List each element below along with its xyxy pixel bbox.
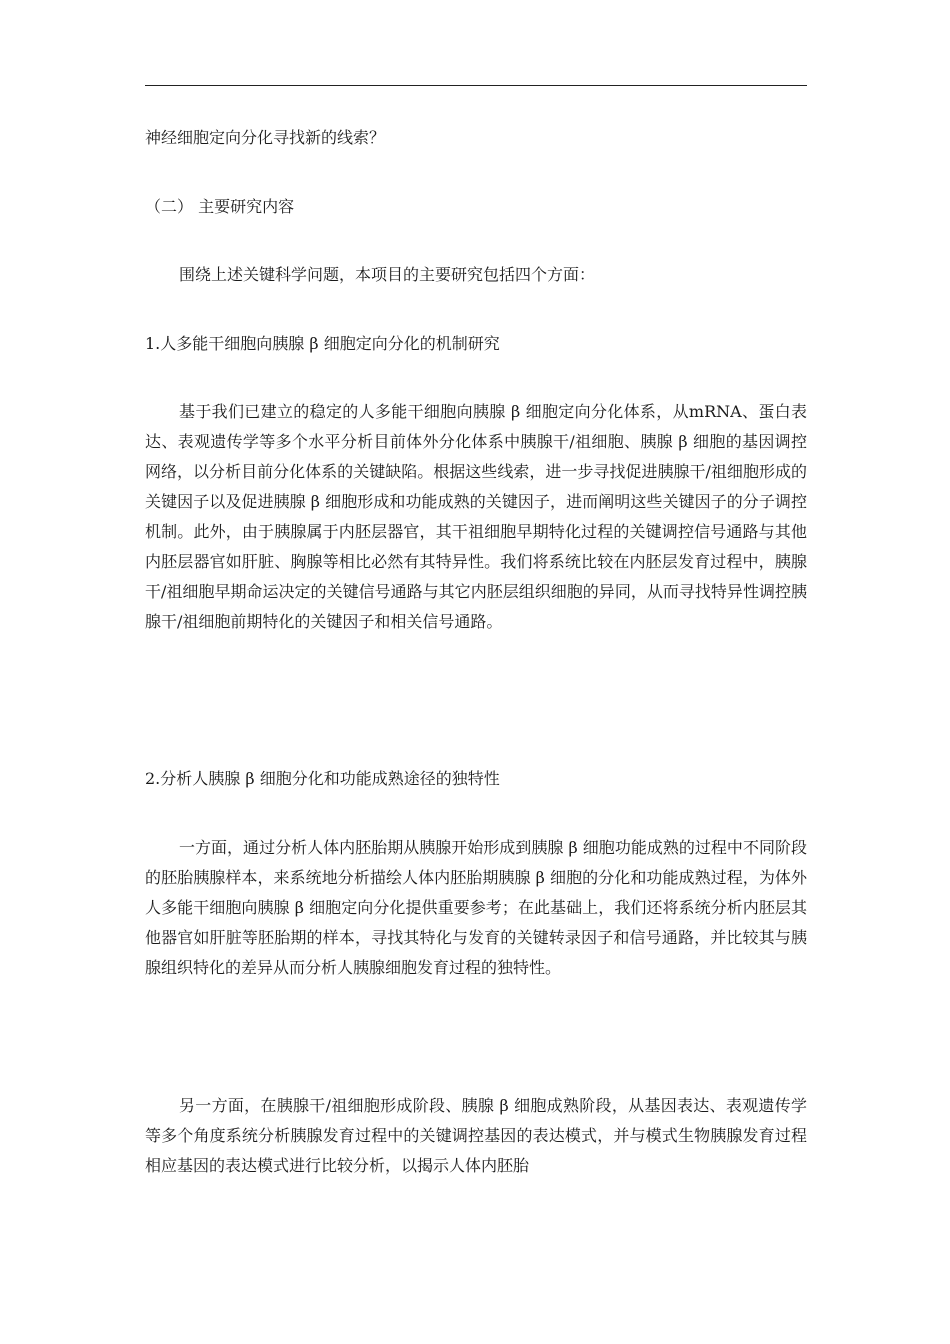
intro-paragraph: 围绕上述关键科学问题，本项目的主要研究包括四个方面： (179, 265, 596, 284)
subsection-1-paragraph: 基于我们已建立的稳定的人多能干细胞向胰腺 β 细胞定向分化体系，从mRNA、蛋白表达、表观遗传学等多个水平分析目前体外分化体系中胰腺干/祖细胞、胰腺 β 细胞的基因调控网络，以分析目前分化体系的关键缺陷。根据这些线索，进一步寻找促进胰腺干/祖细胞形成的关键因子以及促进胰腺 β 细胞形成和功能成熟的关键因子，进而阐明这些关键因子的分子调控机制。此外，由于胰腺属于内胚层器官，其干祖细胞早期特化过程的关键调控信号通路与其他内胚层器官如肝脏、胸腺等相比必然有其特异性。我们将系统比较在内胚层发育过程中，胰腺干/祖细胞早期命运决定的关键信号通路与其它内胚层组织细胞的异同，从而寻找特异性调控胰腺干/祖细胞前期特化的关键因子和相关信号通路。 (145, 402, 807, 631)
header-rule (145, 85, 807, 86)
subsection-2-paragraph-2: 另一方面，在胰腺干/祖细胞形成阶段、胰腺 β 细胞成熟阶段，从基因表达、表观遗传学等多个角度系统分析胰腺发育过程中的关键调控基因的表达模式，并与模式生物胰腺发育过程相应基因的表达模式进行比较分析，以揭示人体内胚胎 (145, 1096, 807, 1175)
subsection-1-title: 1.人多能干细胞向胰腺 β 细胞定向分化的机制研究 (145, 334, 500, 353)
section-heading: （二） 主要研究内容 (145, 197, 295, 216)
subsection-2-title: 2.分析人胰腺 β 细胞分化和功能成熟途径的独特性 (145, 769, 500, 788)
continuation-line: 神经细胞定向分化寻找新的线索？ (145, 128, 386, 147)
subsection-2-paragraph-1: 一方面，通过分析人体内胚胎期从胰腺开始形成到胰腺 β 细胞功能成熟的过程中不同阶段的胚胎胰腺样本，来系统地分析描绘人体内胚胎期胰腺 β 细胞的分化和功能成熟过程，为体外人多能干细胞向胰腺 β 细胞定向分化提供重要参考；在此基础上，我们还将系统分析内胚层其他器官如肝脏等胚胎期的样本，寻找其特化与发育的关键转录因子和信号通路，并比较其与胰腺组织特化的差异从而分析人胰腺细胞发育过程的独特性。 (145, 838, 807, 977)
